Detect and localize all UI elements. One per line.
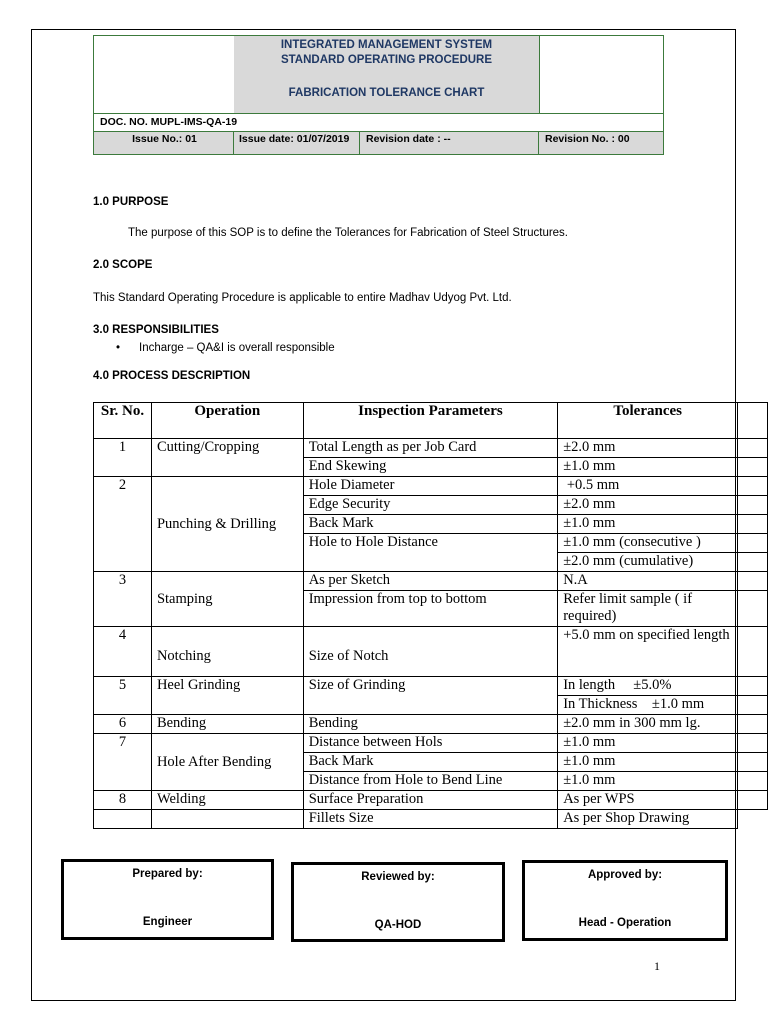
operation-cell: Stamping <box>151 572 303 627</box>
header-inspection-parameters: Inspection Parameters <box>303 403 558 439</box>
sr-cell: 5 <box>94 677 152 715</box>
table-row <box>94 477 768 496</box>
tolerance-cell: N.A <box>558 572 738 591</box>
sr-cell: 1 <box>94 439 152 477</box>
operation-cell: Heel Grinding <box>151 677 303 715</box>
sr-cell: 2 <box>94 477 152 572</box>
issue-row <box>94 132 663 154</box>
extra-cell <box>738 553 768 572</box>
header-sr-no: Sr. No. <box>94 403 152 439</box>
tolerance-cell: In length ±5.0% <box>558 677 738 696</box>
param-cell: End Skewing <box>303 458 558 477</box>
tolerance-cell: ±1.0 mm <box>558 753 738 772</box>
operation-cell: Bending <box>151 715 303 734</box>
tolerance-cell: ±1.0 mm <box>558 734 738 753</box>
extra-cell <box>738 458 768 477</box>
logo-cell <box>94 36 235 113</box>
table-row <box>94 627 768 677</box>
extra-cell <box>738 772 768 791</box>
param-cell: Hole Diameter <box>303 477 558 496</box>
approved-by-label: Approved by: <box>587 869 663 881</box>
approved-by-box <box>522 860 728 941</box>
param-cell: Surface Preparation <box>303 791 558 810</box>
param-cell: Distance from Hole to Bend Line <box>303 772 558 791</box>
header-line-2: STANDARD OPERATING PROCEDURE <box>280 54 493 66</box>
prepared-by-value: Engineer <box>142 916 193 928</box>
approved-by-value: Head - Operation <box>578 917 672 929</box>
tolerance-cell: ±2.0 mm (cumulative) <box>558 553 738 572</box>
sr-cell: 6 <box>94 715 152 734</box>
operation-cell: Punching & Drilling <box>151 477 303 572</box>
extra-cell <box>738 572 768 591</box>
extra-cell <box>738 753 768 772</box>
table-row <box>94 715 768 734</box>
responsibility-item: Incharge – QA&I is overall responsible <box>139 342 335 354</box>
tolerance-cell: ±1.0 mm <box>558 515 738 534</box>
table-row <box>94 810 768 829</box>
param-cell: Size of Grinding <box>303 677 558 715</box>
tolerance-cell: ±1.0 mm <box>558 772 738 791</box>
extra-cell <box>738 677 768 696</box>
extra-cell <box>738 439 768 458</box>
param-cell: Total Length as per Job Card <box>303 439 558 458</box>
operation-cell: Notching <box>151 627 303 677</box>
table-row <box>94 572 768 591</box>
issue-number: Issue No.: 01 <box>94 132 234 154</box>
param-cell: Back Mark <box>303 515 558 534</box>
param-cell: Size of Notch <box>303 627 558 677</box>
param-cell: Back Mark <box>303 753 558 772</box>
header-line-3: FABRICATION TOLERANCE CHART <box>288 87 485 99</box>
param-cell: Distance between Hols <box>303 734 558 753</box>
sr-cell: 3 <box>94 572 152 627</box>
extra-cell <box>738 591 768 627</box>
prepared-by-label: Prepared by: <box>132 868 203 880</box>
purpose-text: The purpose of this SOP is to define the Tolerances for Fabrication of Steel Structures. <box>128 227 569 239</box>
param-cell: Hole to Hole Distance <box>303 534 558 572</box>
revision-number: Revision No. : 00 <box>545 133 630 145</box>
header-line-1: INTEGRATED MANAGEMENT SYSTEM <box>280 39 493 51</box>
param-cell: Impression from top to bottom <box>303 591 558 627</box>
extra-cell <box>738 696 768 715</box>
tolerance-cell: +0.5 mm <box>558 477 738 496</box>
tolerance-cell: Refer limit sample ( if required) <box>558 591 738 627</box>
doc-number: DOC. NO. MUPL-IMS-QA-19 <box>94 114 663 132</box>
table-row <box>94 734 768 753</box>
sr-cell <box>94 810 152 829</box>
operation-cell: Welding <box>151 791 303 810</box>
extra-cell <box>738 534 768 553</box>
process-heading: 4.0 PROCESS DESCRIPTION <box>93 370 251 382</box>
table-row <box>94 439 768 458</box>
tolerance-cell: ±1.0 mm (consecutive ) <box>558 534 738 553</box>
extra-cell <box>738 715 768 734</box>
operation-cell: Cutting/Cropping <box>151 439 303 477</box>
responsibilities-heading: 3.0 RESPONSIBILITIES <box>93 324 219 336</box>
scope-heading: 2.0 SCOPE <box>93 259 153 271</box>
extra-cell <box>738 627 768 677</box>
header-tolerances: Tolerances <box>558 403 738 439</box>
reviewed-by-value: QA-HOD <box>374 919 422 931</box>
tolerance-cell: ±2.0 mm <box>558 496 738 515</box>
header-right-cell <box>540 36 663 113</box>
extra-cell <box>738 791 768 810</box>
issue-date: Issue date: 01/07/2019 <box>234 132 360 154</box>
reviewed-by-box <box>291 862 505 942</box>
purpose-heading: 1.0 PURPOSE <box>93 196 169 208</box>
param-cell: As per Sketch <box>303 572 558 591</box>
tolerance-cell: +5.0 mm on specified length <box>558 627 738 677</box>
extra-cell <box>738 734 768 753</box>
sr-cell: 7 <box>94 734 152 791</box>
header-operation: Operation <box>151 403 303 439</box>
tolerance-table <box>93 402 768 829</box>
tolerance-cell: ±2.0 mm in 300 mm lg. <box>558 715 738 734</box>
scope-text: This Standard Operating Procedure is applicable to entire Madhav Udyog Pvt. Ltd. <box>93 292 512 304</box>
table-row <box>94 677 768 696</box>
page-number: 1 <box>654 959 660 973</box>
prepared-by-box <box>61 859 274 940</box>
tolerance-cell: As per Shop Drawing <box>558 810 738 829</box>
extra-cell <box>738 403 768 439</box>
operation-cell <box>151 810 303 829</box>
header-title-block <box>234 36 540 113</box>
extra-cell <box>738 810 768 829</box>
operation-cell: Hole After Bending <box>151 734 303 791</box>
bullet-icon: • <box>116 342 121 354</box>
param-cell: Fillets Size <box>303 810 558 829</box>
table-row <box>94 791 768 810</box>
tolerance-cell: ±2.0 mm <box>558 439 738 458</box>
table-header-row <box>94 403 768 439</box>
reviewed-by-label: Reviewed by: <box>361 871 435 883</box>
tolerance-cell: ±1.0 mm <box>558 458 738 477</box>
param-cell: Edge Security <box>303 496 558 515</box>
sr-cell: 4 <box>94 627 152 677</box>
extra-cell <box>738 515 768 534</box>
tolerance-cell: In Thickness ±1.0 mm <box>558 696 738 715</box>
sr-cell: 8 <box>94 791 152 810</box>
param-cell: Bending <box>303 715 558 734</box>
tolerance-cell: As per WPS <box>558 791 738 810</box>
revision-date: Revision date : -- <box>360 132 539 154</box>
document-header <box>93 35 664 155</box>
extra-cell <box>738 477 768 496</box>
extra-cell <box>738 496 768 515</box>
